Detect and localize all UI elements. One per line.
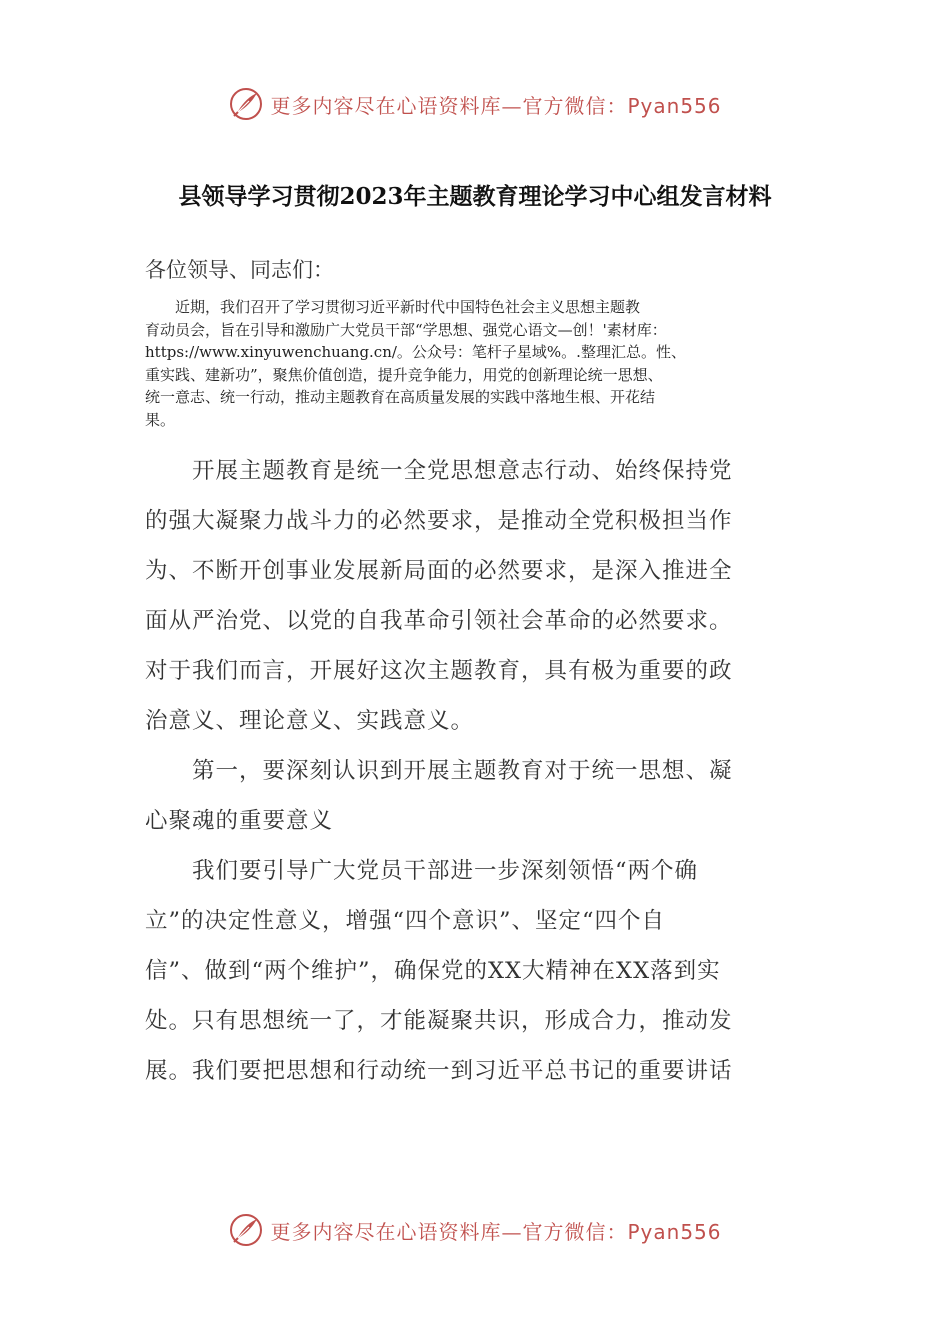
intro-line: 果。 bbox=[145, 410, 176, 429]
intro-line: 育动员会，旨在引导和激励广大党员干部“学思想、强党心语文—创！'素材库： bbox=[145, 320, 667, 339]
intro-line: 近期，我们召开了学习贯彻习近平新时代中国特色社会主义思想主题教 bbox=[145, 298, 641, 316]
body-line: 的强大凝聚力战斗力的必然要求，是推动全党积极担当作 bbox=[145, 508, 733, 534]
header-watermark-banner bbox=[0, 84, 950, 124]
wechat-id: Pyan556 bbox=[627, 93, 722, 118]
body-line: 立”的决定性意义，增强“四个意识”、坚定“四个自 bbox=[145, 908, 666, 934]
wechat-id: Pyan556 bbox=[627, 1219, 722, 1244]
section-heading-line: 心聚魂的重要意义 bbox=[145, 808, 334, 834]
body-line: 对于我们而言，开展好这次主题教育，具有极为重要的政 bbox=[145, 658, 733, 684]
document-title: 县领导学习贯彻2023年主题教育理论学习中心组发言材料 bbox=[178, 183, 772, 210]
footer-watermark-banner bbox=[0, 1210, 950, 1250]
body-line: 治意义、理论意义、实践意义。 bbox=[145, 708, 475, 734]
section-heading-line: 第一，要深刻认识到开展主题教育对于统一思想、凝 bbox=[145, 758, 733, 784]
banner-text: 更多内容尽在心语资料库—官方微信：Pyan556 bbox=[270, 93, 722, 118]
body-line: 为、不断开创事业发展新局面的必然要求，是深入推进全 bbox=[145, 558, 733, 584]
banner-text: 更多内容尽在心语资料库—官方微信：Pyan556 bbox=[270, 1219, 722, 1244]
intro-paragraph bbox=[145, 296, 807, 431]
intro-line: 重实践、建新功”，聚焦价值创造，提升竞争能力，用党的创新理论统一思想、 bbox=[145, 365, 663, 384]
body-line: 处。只有思想统一了，才能凝聚共识，形成合力，推动发 bbox=[145, 1008, 733, 1034]
body-line: 信”、做到“两个维护”，确保党的XX大精神在XX落到实 bbox=[145, 958, 721, 984]
salutation: 各位领导、同志们： bbox=[145, 258, 334, 282]
body-text bbox=[145, 446, 807, 1096]
body-line: 开展主题教育是统一全党思想意志行动、始终保持党 bbox=[145, 458, 733, 484]
body-line: 展。我们要把思想和行动统一到习近平总书记的重要讲话 bbox=[145, 1058, 733, 1084]
intro-line: https://www.xinyuwenchuang.cn/。公众号：笔杆子星域%。.整理汇总。性、 bbox=[145, 343, 686, 361]
body-line: 面从严治党、以党的自我革命引领社会革命的必然要求。 bbox=[145, 608, 733, 634]
body-line: 我们要引导广大党员干部进一步深刻领悟“两个确 bbox=[145, 858, 699, 884]
intro-line: 统一意志、统一行动，推动主题教育在高质量发展的实践中落地生根、开花结 bbox=[145, 388, 656, 406]
feather-pen-icon bbox=[228, 1212, 264, 1248]
feather-pen-icon bbox=[228, 86, 264, 122]
